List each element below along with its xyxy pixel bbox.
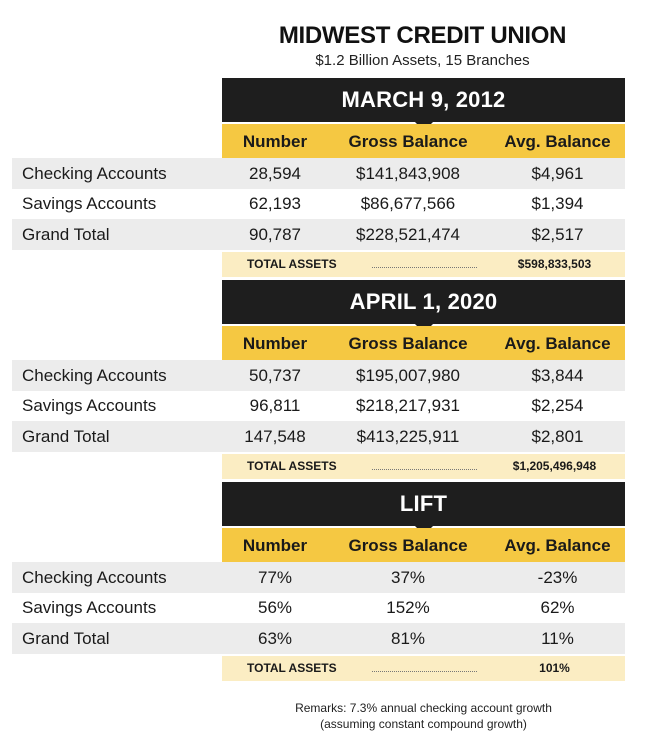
column-header-avg-balance: Avg. Balance xyxy=(504,334,611,353)
row-avg-balance: $4,961 xyxy=(531,164,584,183)
leader-dots xyxy=(372,267,477,268)
row-number: 147,548 xyxy=(244,427,306,446)
row-gross-balance: 37% xyxy=(390,568,426,587)
row-label: Checking Accounts xyxy=(22,568,167,587)
table-row-savings xyxy=(12,592,625,623)
table-row-savings xyxy=(12,188,625,219)
row-label: Savings Accounts xyxy=(22,598,157,617)
row-avg-balance: $3,844 xyxy=(531,366,584,385)
table-row-grand-total xyxy=(12,623,625,654)
row-label: Grand Total xyxy=(22,427,110,446)
row-number: 28,594 xyxy=(249,164,301,183)
column-headers xyxy=(0,124,656,158)
banner-text: LIFT xyxy=(399,491,448,516)
table-row-grand-total xyxy=(12,219,625,250)
column-headers xyxy=(0,528,656,562)
row-label: Checking Accounts xyxy=(22,164,167,183)
row-label: Checking Accounts xyxy=(22,366,167,385)
row-gross-balance: $195,007,980 xyxy=(356,366,460,385)
table-row-checking xyxy=(12,158,625,189)
total-assets-value: 101% xyxy=(539,661,570,675)
row-gross-balance: $228,521,474 xyxy=(356,225,460,244)
table-row-checking xyxy=(12,562,625,593)
row-gross-balance: $413,225,911 xyxy=(356,427,460,446)
row-number: 63% xyxy=(257,629,293,648)
row-label: Savings Accounts xyxy=(22,396,157,415)
table-row-grand-total xyxy=(12,421,625,452)
total-assets-label: TOTAL ASSETS xyxy=(247,661,337,675)
banner-text: APRIL 1, 2020 xyxy=(349,289,498,314)
row-number: 50,737 xyxy=(249,366,301,385)
column-header-gross-balance: Gross Balance xyxy=(348,132,468,151)
column-header-number: Number xyxy=(242,132,308,151)
column-header-number: Number xyxy=(242,536,308,555)
total-assets-row xyxy=(222,454,625,479)
row-avg-balance: $1,394 xyxy=(531,194,584,213)
row-avg-balance: 11% xyxy=(541,629,574,648)
total-assets-value: $598,833,503 xyxy=(517,257,592,271)
table-row-checking xyxy=(12,360,625,391)
remarks xyxy=(222,700,625,732)
column-header-avg-balance: Avg. Balance xyxy=(504,536,611,555)
row-number: 56% xyxy=(257,598,293,617)
row-avg-balance: $2,801 xyxy=(531,427,584,446)
row-avg-balance: 62% xyxy=(540,598,575,617)
total-assets-label: TOTAL ASSETS xyxy=(247,459,337,473)
page-subtitle: $1.2 Billion Assets, 15 Branches xyxy=(315,52,530,69)
total-assets-value: $1,205,496,948 xyxy=(512,459,597,473)
row-gross-balance: $218,217,931 xyxy=(356,396,460,415)
row-gross-balance: 152% xyxy=(386,598,430,617)
row-label: Savings Accounts xyxy=(22,194,157,213)
total-assets-row xyxy=(222,252,625,277)
page-title: MIDWEST CREDIT UNION xyxy=(278,22,567,49)
row-gross-balance: 81% xyxy=(390,629,426,648)
banner-text: MARCH 9, 2012 xyxy=(341,87,506,112)
row-number: 62,193 xyxy=(249,194,301,213)
row-gross-balance: $141,843,908 xyxy=(356,164,460,183)
column-headers xyxy=(0,326,656,360)
leader-dots xyxy=(372,469,477,470)
row-gross-balance: $86,677,566 xyxy=(360,194,456,213)
row-label: Grand Total xyxy=(22,629,110,648)
section-banner xyxy=(222,78,625,122)
column-header-avg-balance: Avg. Balance xyxy=(504,132,611,151)
row-avg-balance: $2,254 xyxy=(531,396,584,415)
section-banner xyxy=(222,482,625,526)
section-banner xyxy=(222,280,625,324)
table-row-savings xyxy=(12,390,625,421)
total-assets-row xyxy=(222,656,625,681)
column-header-gross-balance: Gross Balance xyxy=(348,536,468,555)
column-header-number: Number xyxy=(242,334,308,353)
row-number: 90,787 xyxy=(249,225,301,244)
remarks-line-1: Remarks: 7.3% annual checking account growth xyxy=(295,701,552,715)
leader-dots xyxy=(372,671,477,672)
column-header-gross-balance: Gross Balance xyxy=(348,334,468,353)
remarks-line-2: (assuming constant compound growth) xyxy=(320,717,527,731)
row-number: 77% xyxy=(257,568,293,587)
row-label: Grand Total xyxy=(22,225,110,244)
row-avg-balance: $2,517 xyxy=(531,225,584,244)
row-avg-balance: -23% xyxy=(537,568,578,587)
total-assets-label: TOTAL ASSETS xyxy=(247,257,337,271)
row-number: 96,811 xyxy=(249,396,301,415)
